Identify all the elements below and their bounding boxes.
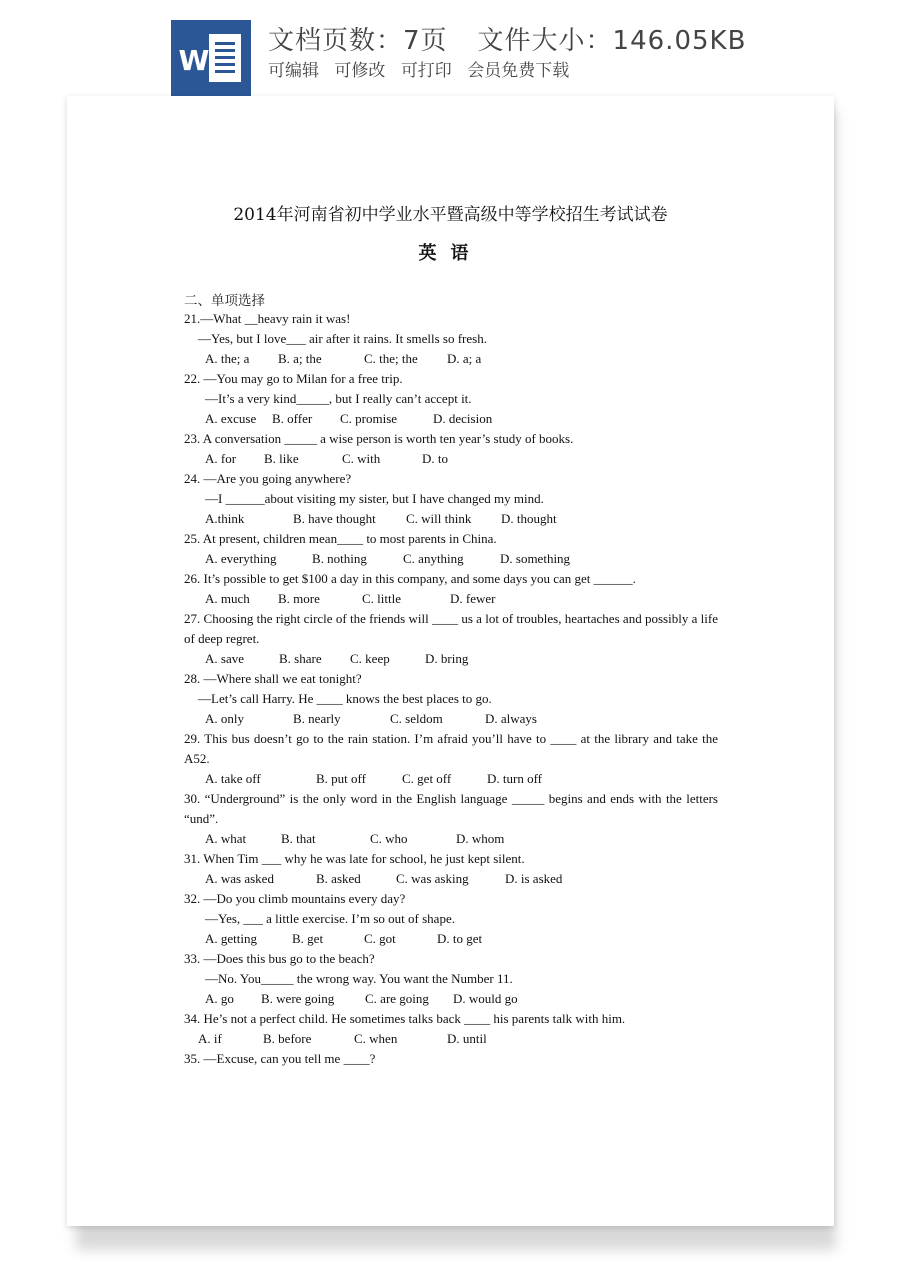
answer-options [184, 349, 718, 369]
option: B. have thought [293, 511, 376, 526]
option: B. asked [316, 871, 361, 886]
option: B. that [281, 831, 316, 846]
question-line: —I ______about visiting my sister, but I have changed my mind. [205, 491, 544, 506]
option: B. more [278, 591, 320, 606]
answer-options [184, 929, 718, 949]
answer-options [184, 989, 718, 1009]
option: D. a; a [447, 351, 482, 366]
question-line: 34. He’s not a perfect child. He sometimes talks back ____ his parents talk with him. [184, 1011, 626, 1026]
option: B. like [264, 451, 299, 466]
option: C. anything [403, 551, 464, 566]
option: C. was asking [396, 871, 469, 886]
option: A. excuse [205, 411, 257, 426]
option: A. go [205, 991, 234, 1006]
option: A. if [198, 1031, 222, 1046]
file-info-header [0, 0, 900, 96]
option: B. put off [316, 771, 366, 786]
file-size: 文件大小：146.05KB [477, 26, 747, 56]
word-document-icon [171, 20, 251, 96]
question-line: 21.—What __heavy rain it was! [184, 311, 351, 326]
document-subject: 英语 [418, 243, 483, 264]
option: C. will think [406, 511, 472, 526]
option: D. until [447, 1031, 487, 1046]
option: D. would go [453, 991, 518, 1006]
document-title: 2014年河南省初中学业水平暨高级中等学校招生考试试卷 [233, 205, 668, 225]
option: A. the; a [205, 351, 250, 366]
option: C. who [370, 831, 408, 846]
option: B. before [263, 1031, 312, 1046]
answer-options [184, 829, 718, 849]
option: B. were going [261, 991, 335, 1006]
option: C. keep [350, 651, 390, 666]
answer-options [184, 769, 718, 789]
option: B. get [292, 931, 324, 946]
option: B. offer [272, 411, 313, 426]
option: C. get off [402, 771, 452, 786]
feature-editable: 可编辑 [268, 61, 319, 81]
answer-options [184, 509, 718, 529]
question-line: 26. It’s possible to get $100 a day in this company, and some days you can get ______. [184, 571, 636, 586]
question-line: —Yes, ___ a little exercise. I’m so out of shape. [205, 911, 455, 926]
option: D. is asked [505, 871, 563, 886]
question-line: 33. —Does this bus go to the beach? [184, 951, 375, 966]
option: C. with [342, 451, 381, 466]
option: D. to [422, 451, 448, 466]
option: D. whom [456, 831, 505, 846]
option: A. much [205, 591, 250, 606]
option: A. save [205, 651, 244, 666]
option: A. was asked [205, 871, 274, 886]
answer-options [184, 1029, 718, 1049]
option: A.think [205, 511, 245, 526]
page-count: 文档页数：7页 [268, 26, 448, 56]
question-line: —No. You_____ the wrong way. You want the Number 11. [205, 971, 513, 986]
feature-member-download: 会员免费下载 [467, 61, 570, 81]
option: C. the; the [364, 351, 418, 366]
option: D. fewer [450, 591, 496, 606]
answer-options [184, 709, 718, 729]
option: C. when [354, 1031, 398, 1046]
option: A. getting [205, 931, 257, 946]
option: D. to get [437, 931, 483, 946]
icon-letter: W [178, 44, 210, 77]
question-line: 25. At present, children mean____ to most parents in China. [184, 531, 497, 546]
question-line: 31. When Tim ___ why he was late for school, he just kept silent. [184, 851, 525, 866]
option: D. always [485, 711, 537, 726]
feature-list [268, 56, 579, 81]
question-line: 28. —Where shall we eat tonight? [184, 671, 362, 686]
question-line: —Yes, but I love___ air after it rains. It smells so fresh. [198, 331, 487, 346]
question-line: 24. —Are you going anywhere? [184, 471, 352, 486]
option: B. nearly [293, 711, 341, 726]
question-line: 23. A conversation _____ a wise person is worth ten year’s study of books. [184, 431, 574, 446]
option: D. decision [433, 411, 493, 426]
feature-modifiable: 可修改 [334, 61, 386, 81]
option: D. something [500, 551, 571, 566]
option: A. everything [205, 551, 277, 566]
question-line: 27. Choosing the right circle of the friends will ____ us a lot of troubles, heartaches and possibly a life of deep regret. [184, 611, 718, 646]
feature-printable: 可打印 [400, 61, 452, 81]
question-line: 30. “Underground” is the only word in the English language _____ begins and ends with the letters “und”. [184, 791, 718, 826]
option: D. turn off [487, 771, 543, 786]
option: C. little [362, 591, 401, 606]
option: C. seldom [390, 711, 443, 726]
answer-options [184, 409, 718, 429]
question-line: 22. —You may go to Milan for a free trip. [184, 371, 403, 386]
question-line: 35. —Excuse, can you tell me ____? [184, 1051, 376, 1066]
answer-options [184, 649, 718, 669]
option: C. promise [340, 411, 398, 426]
question-line: 32. —Do you climb mountains every day? [184, 891, 406, 906]
option: A. what [205, 831, 247, 846]
option: A. only [205, 711, 244, 726]
option: A. for [205, 451, 237, 466]
document-page [67, 96, 834, 1226]
file-stats [268, 20, 746, 57]
option: B. nothing [312, 551, 367, 566]
question-line: —Let’s call Harry. He ____ knows the best places to go. [198, 691, 492, 706]
option: B. share [279, 651, 322, 666]
option: D. thought [501, 511, 557, 526]
answer-options [184, 549, 718, 569]
question-list [184, 309, 718, 1069]
question-line: —It’s a very kind_____, but I really can’t accept it. [205, 391, 472, 406]
option: C. are going [365, 991, 429, 1006]
option: B. a; the [278, 351, 322, 366]
section-heading: 二、单项选择 [184, 293, 265, 309]
answer-options [184, 589, 718, 609]
option: A. take off [205, 771, 261, 786]
question-line: 29. This bus doesn’t go to the rain station. I’m afraid you’ll have to ____ at the library and take the A52. [184, 731, 718, 766]
answer-options [184, 449, 718, 469]
option: D. bring [425, 651, 469, 666]
answer-options [184, 869, 718, 889]
option: C. got [364, 931, 396, 946]
